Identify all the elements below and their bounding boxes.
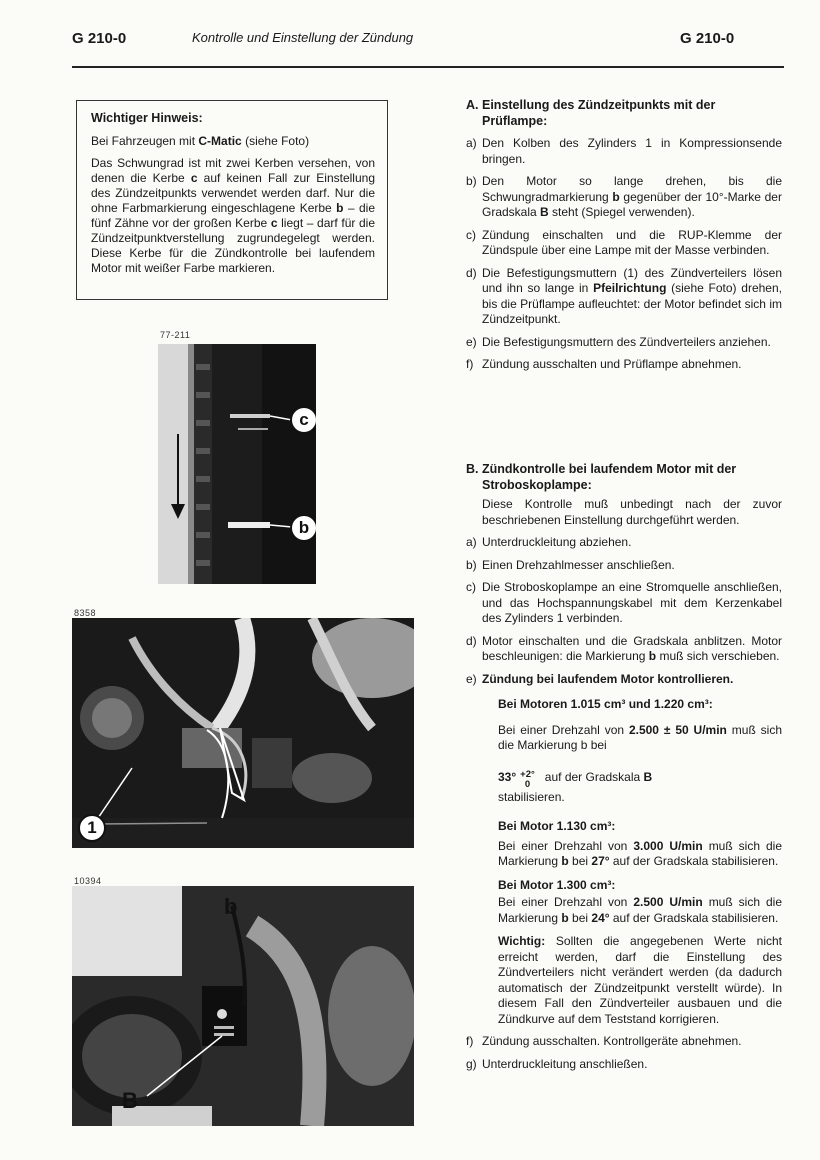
section-b <box>466 462 782 1072</box>
section-b-item-d: d) Motor einschalten und die Gradskala anblitzen. Motor beschleunigen: die Markierung b muß sich verschieben. <box>466 633 782 663</box>
section-b-title: B. Zündkontrolle bei laufendem Motor mit der Stroboskoplampe: <box>466 462 737 492</box>
photo-1-label: 77-211 <box>160 330 191 340</box>
header-rule <box>72 66 784 68</box>
engine-1300-text: Bei einer Drehzahl von 2.500 U/min muß sich die Markierung b bei 24° auf der Gradskala stabilisieren. <box>498 895 783 925</box>
page-code-right: G 210-0 <box>680 30 735 47</box>
scale-photo <box>72 886 414 1126</box>
section-a <box>466 98 782 373</box>
section-a-item-a: a) Den Kolben des Zylinders 1 in Kompressionsende bringen. <box>466 136 782 166</box>
section-b-item-f: f) Zündung ausschalten. Kontrollgeräte abnehmen. <box>466 1034 742 1048</box>
label-b: b <box>224 894 238 919</box>
section-a-item-b: b) Den Motor so lange drehen, bis die Schwungradmarkierung b gegenüber der 10°-Marke der Gradskala B steht (Spiegel verwenden). <box>466 174 782 219</box>
distributor-photo-drawing <box>72 618 414 848</box>
section-b-item-c: c) Die Stroboskoplampe an eine Stromquelle anschließen, und das Hochspannungskabel mit dem Kerzenkabel des Zylinders 1 verbinden. <box>466 580 782 625</box>
flywheel-photo <box>158 344 316 584</box>
section-b-item-e: e) Zündung bei laufendem Motor kontrollieren. <box>466 671 734 686</box>
section-a-title: A. Einstellung des Zündzeitpunkts mit der Prüflampe: <box>466 98 716 128</box>
distributor-photo <box>72 618 414 848</box>
notice-title: Wichtiger Hinweis: <box>91 111 203 125</box>
section-b-item-a: a) Unterdruckleitung abziehen. <box>466 535 632 549</box>
engine-1300-heading: Bei Motor 1.300 cm³: <box>498 877 616 892</box>
engine-1015-value: 33° +2° 0 auf der Gradskala B <box>498 768 653 790</box>
section-b-item-b: b) Einen Drehzahlmesser anschließen. <box>466 557 675 572</box>
important-notice-box <box>76 100 388 300</box>
engine-1130-text: Bei einer Drehzahl von 3.000 U/min muß sich die Markierung b bei 27° auf der Gradskala stabilisieren. <box>498 838 783 868</box>
tolerance: +2° 0 <box>520 768 535 790</box>
page-code-left: G 210-0 <box>72 30 127 47</box>
engine-1015-text: Bei einer Drehzahl von 2.500 ± 50 U/min muß sich die Markierung b bei <box>498 722 782 752</box>
section-a-item-c: c) Zündung einschalten und die RUP-Klemme der Zündspule über eine Lampe mit der Masse verbinden. <box>466 227 782 257</box>
notice-paragraph: Das Schwungrad ist mit zwei Kerben versehen, von denen die Kerbe c auf keinen Fall zur Einstellung des Zündzeitpunkts verwendet werden darf. Nur die ohne Farbmarkierung eingeschlagene Kerbe b – die fünf Zähne vor der großen Kerbe c liegt – darf für die Zündzeitpunktverstellung zugrundegelegt werden. Diese Kerbe für die Zündkontrolle bei laufendem Motor mit weißer Farbe markieren. <box>91 156 375 275</box>
photo-2-label: 8358 <box>74 608 97 618</box>
engine-1015-heading: Bei Motoren 1.015 cm³ und 1.220 cm³: <box>498 697 713 711</box>
section-a-item-e: e) Die Befestigungsmuttern des Zündverteilers anziehen. <box>466 334 771 349</box>
callout-1: 1 <box>78 814 106 842</box>
photo-3-label: 10394 <box>74 876 102 886</box>
callout-c: c <box>290 406 316 434</box>
section-b-item-g: g) Unterdruckleitung anschließen. <box>466 1056 648 1071</box>
notice-line-1: Bei Fahrzeugen mit C-Matic (siehe Foto) <box>91 134 310 148</box>
section-a-item-f: f) Zündung ausschalten und Prüflampe abnehmen. <box>466 357 742 371</box>
label-B: B <box>122 1088 138 1113</box>
section-b-intro: Diese Kontrolle muß unbedingt nach der zuvor beschriebenen Einstellung durchgeführt werden. <box>482 497 782 527</box>
engine-1130-heading: Bei Motor 1.130 cm³: <box>498 819 616 833</box>
section-a-item-d: d) Die Befestigungsmuttern (1) des Zündverteilers lösen und ihn so lange in Pfeilrichtung (siehe Foto) drehen, bis die Prüflampe aufleuchtet: der Motor befindet sich im Zündzeitpunkt. <box>466 265 782 326</box>
page-title: Kontrolle und Einstellung der Zündung <box>192 30 414 45</box>
engine-1015-stabilize: stabilisieren. <box>498 789 565 804</box>
callout-b: b <box>290 514 316 542</box>
important-warning: Wichtig: Sollten die angegebenen Werte nicht erreicht werden, darf die Einstellung des Zündverteilers nicht verändert werden (da dadurch automatisch der Zündzeitpunkt verstellt würde). In diesem Fall den Zündverteiler ausbauen und die Zündkurve auf dem Teststand korrigieren. <box>498 934 782 1026</box>
flywheel-photo-drawing <box>158 344 316 584</box>
